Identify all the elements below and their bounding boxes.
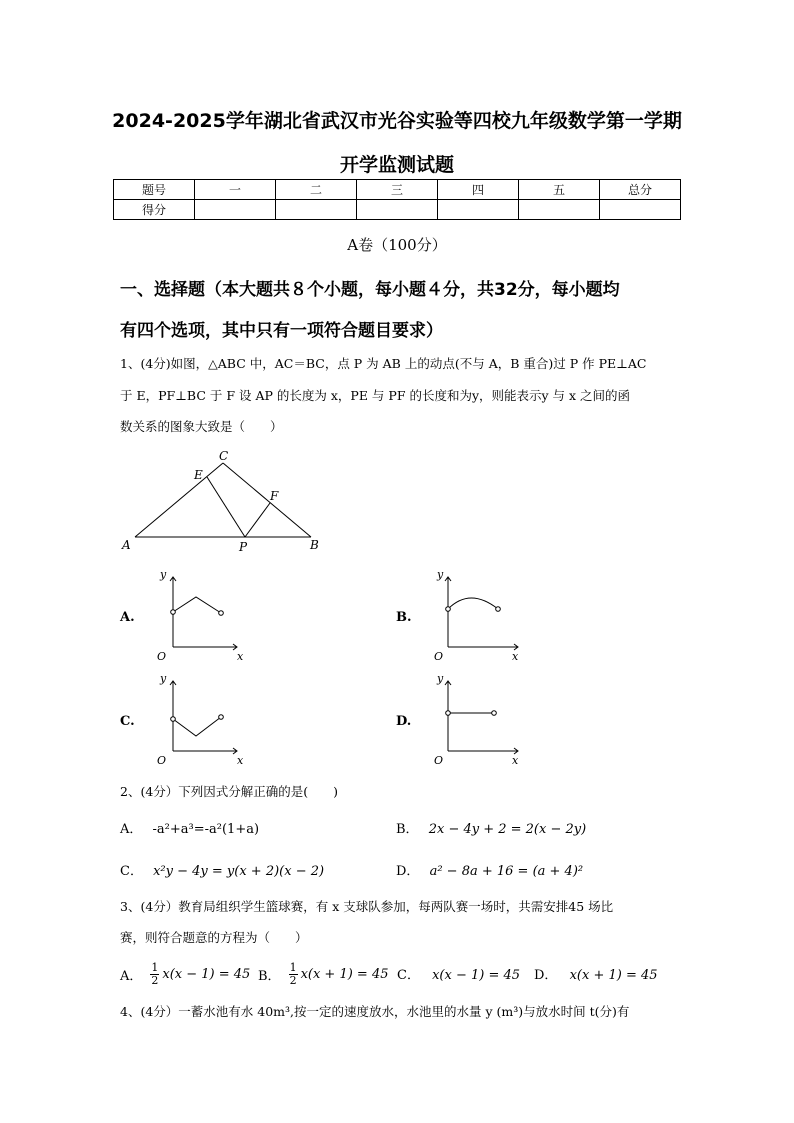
score-cell bbox=[438, 200, 519, 220]
q1-graph-c bbox=[145, 669, 255, 769]
fraction-numerator: 1 bbox=[151, 961, 159, 974]
q1-option-c-label: C. bbox=[120, 714, 135, 729]
q1-graph-a bbox=[145, 565, 255, 665]
origin-label: O bbox=[434, 754, 444, 767]
origin-label: O bbox=[434, 650, 444, 663]
q1-option-a-label: A. bbox=[120, 610, 135, 625]
exam-title-line2: 开学监测试题 bbox=[339, 154, 454, 176]
segment-pe bbox=[207, 477, 245, 537]
option-text: x(x − 1) = 45 bbox=[162, 967, 251, 982]
axis-y-label: y bbox=[160, 672, 167, 685]
origin-label: O bbox=[157, 650, 167, 663]
score-cell bbox=[276, 200, 357, 220]
score-header-cell: 二 bbox=[276, 180, 357, 200]
segment-pf bbox=[245, 503, 270, 537]
score-header-cell: 四 bbox=[438, 180, 519, 200]
fraction-denominator: 2 bbox=[151, 974, 159, 987]
option-text: -a²+a³=-a²(1+a) bbox=[152, 822, 260, 837]
option-label: A． bbox=[120, 969, 143, 984]
axis-x-label: x bbox=[237, 754, 244, 767]
axis-x-label: x bbox=[512, 650, 519, 663]
score-table bbox=[113, 179, 681, 220]
score-cell bbox=[600, 200, 681, 220]
q1-stem-line3: 数关系的图象大致是（ ） bbox=[120, 419, 283, 434]
fraction-numerator: 1 bbox=[289, 961, 297, 974]
score-table-header-row bbox=[114, 180, 681, 200]
exam-title-line1: 2024-2025学年湖北省武汉市光谷实验等四校九年级数学第一学期 bbox=[112, 110, 682, 132]
q1-stem-line1: 1、(4分)如图，△ABC 中，AC＝BC，点 P 为 AB 上的动点(不与 A，B 重合)过 P 作 PE⊥AC bbox=[120, 356, 647, 371]
q3-option-a bbox=[120, 962, 250, 987]
q1-stem-line2: 于 E，PF⊥BC 于 F 设 AP 的长度为 x，PE 与 PF 的长度和为y，则能表示y 与 x 之间的函 bbox=[120, 388, 631, 403]
score-table-score-row bbox=[114, 200, 681, 220]
score-header-cell: 一 bbox=[195, 180, 276, 200]
q1-graph-b bbox=[420, 565, 530, 665]
section-a-heading: A卷（100分） bbox=[347, 236, 447, 254]
score-cell bbox=[195, 200, 276, 220]
score-cell bbox=[357, 200, 438, 220]
q2-option-d bbox=[396, 860, 583, 879]
option-label: B． bbox=[396, 822, 419, 837]
q2-stem: 2、(4分）下列因式分解正确的是( ) bbox=[120, 784, 339, 799]
option-text: x(x + 1) = 45 bbox=[569, 968, 658, 983]
q3-option-b bbox=[258, 962, 389, 987]
q3-option-c bbox=[397, 964, 520, 983]
option-text: a² − 8a + 16 = (a + 4)² bbox=[429, 864, 584, 879]
label-c: C bbox=[219, 450, 229, 463]
option-label: D． bbox=[396, 864, 420, 879]
label-f: F bbox=[270, 489, 279, 503]
option-label: D． bbox=[534, 968, 558, 983]
graph-c-polyline bbox=[173, 717, 221, 736]
option-label: C． bbox=[120, 864, 143, 879]
axis-y-label: y bbox=[437, 568, 444, 581]
option-label: A． bbox=[120, 822, 143, 837]
q1-option-b-label: B. bbox=[396, 610, 412, 625]
part1-heading-line1: 一、选择题（本大题共８个小题，每小题４分，共32分，每小题均 bbox=[120, 280, 620, 300]
axis-x-label: x bbox=[512, 754, 519, 767]
q3-option-d bbox=[534, 964, 658, 983]
label-e: E bbox=[194, 468, 203, 482]
option-text: x(x − 1) = 45 bbox=[432, 968, 521, 983]
q1-option-d-label: D. bbox=[396, 714, 412, 729]
q3-stem-line1: 3、(4分）教育局组织学生篮球赛，有 x 支球队参加，每两队赛一场时，共需安排45 场比 bbox=[120, 899, 614, 914]
graph-a-polyline bbox=[173, 597, 221, 613]
axis-y-label: y bbox=[160, 568, 167, 581]
q3-stem-line2: 赛，则符合题意的方程为（ ） bbox=[120, 930, 308, 945]
label-b: B bbox=[310, 538, 319, 552]
q2-option-c bbox=[120, 860, 324, 879]
option-label: B． bbox=[258, 969, 281, 984]
score-header-cell: 五 bbox=[519, 180, 600, 200]
score-cell bbox=[519, 200, 600, 220]
option-label: C． bbox=[397, 968, 420, 983]
option-text: x(x + 1) = 45 bbox=[300, 967, 389, 982]
part1-heading-line2: 有四个选项，其中只有一项符合题目要求） bbox=[120, 321, 443, 341]
option-text: x²y − 4y = y(x + 2)(x − 2) bbox=[153, 864, 325, 879]
label-p: P bbox=[239, 540, 248, 554]
triangle-figure bbox=[118, 450, 328, 555]
label-a: A bbox=[122, 538, 131, 552]
option-text: 2x − 4y + 2 = 2(x − 2y) bbox=[428, 822, 587, 837]
score-header-cell: 题号 bbox=[114, 180, 195, 200]
segment-ac bbox=[135, 463, 223, 537]
graph-b-curve bbox=[448, 598, 498, 609]
axis-x-label: x bbox=[237, 650, 244, 663]
q2-option-b bbox=[396, 818, 586, 837]
score-row-label: 得分 bbox=[114, 200, 195, 220]
fraction-half bbox=[289, 962, 298, 987]
fraction-half bbox=[150, 962, 159, 987]
origin-label: O bbox=[157, 754, 167, 767]
axis-y-label: y bbox=[437, 672, 444, 685]
segment-bc bbox=[223, 463, 311, 537]
q1-graph-d bbox=[420, 669, 530, 769]
q4-stem-line1: 4、(4分）一蓄水池有水 40m³,按一定的速度放水，水池里的水量 y (m³)与放水时间 t(分)有 bbox=[120, 1004, 630, 1019]
score-header-cell: 总分 bbox=[600, 180, 681, 200]
fraction-denominator: 2 bbox=[289, 974, 297, 987]
q2-option-a bbox=[120, 818, 259, 837]
score-header-cell: 三 bbox=[357, 180, 438, 200]
